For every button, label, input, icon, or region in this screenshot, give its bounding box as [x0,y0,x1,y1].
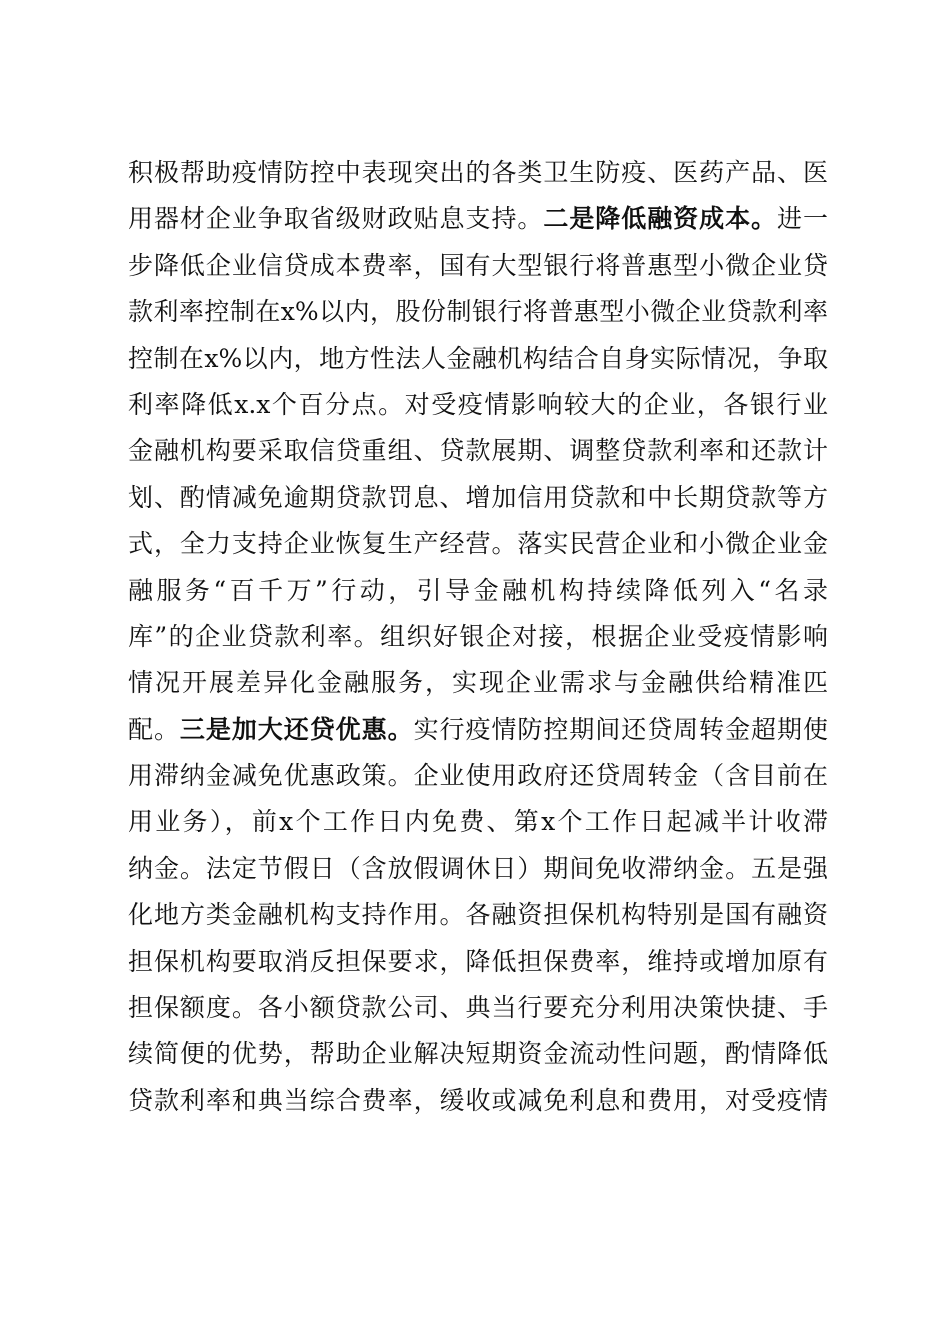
text-line [128,382,828,428]
text-segment: 用器材企业争取省级财政贴息支持。 [128,204,544,234]
text-segment: 进一 [777,204,828,234]
text-segment: 式，全力支持企业恢复生产经营。落实民营企业和小微企业金 [128,529,828,559]
text-segment: 情况开展差异化金融服务，实现企业需求与金融供给精准匹 [128,668,828,698]
text-segment: 担保额度。各小额贷款公司、典当行要充分利用决策快捷、手 [128,993,828,1023]
text-segment: 用业务），前x个工作日内免费、第x个工作日起减半计收滞 [128,807,828,837]
text-line [128,799,828,845]
text-segment: 积极帮助疫情防控中表现突出的各类卫生防疫、医药产品、医 [128,158,828,187]
text-line [128,985,828,1031]
text-line [128,660,828,706]
text-line [128,707,828,753]
text-segment: 划、酌情减免逾期贷款罚息、增加信用贷款和中长期贷款等方 [128,482,828,512]
text-line [128,846,828,892]
text-segment: 用滞纳金减免优惠政策。企业使用政府还贷周转金（含目前在 [128,761,828,791]
text-line [128,1078,828,1124]
body-paragraph [128,150,828,1124]
text-segment: 步降低企业信贷成本费率，国有大型银行将普惠型小微企业贷 [128,250,828,280]
text-segment: 控制在x%以内，地方性法人金融机构结合自身实际情况，争取 [128,343,828,373]
text-line [128,243,828,289]
text-line [128,753,828,799]
text-line [128,196,828,242]
text-line [128,336,828,382]
text-line [128,475,828,521]
text-segment: 款利率控制在x%以内，股份制银行将普惠型小微企业贷款利率 [128,297,828,327]
text-segment: 化地方类金融机构支持作用。各融资担保机构特别是国有融资 [128,900,828,930]
text-line [128,521,828,567]
text-line [128,289,828,335]
text-segment: 金融机构要采取信贷重组、贷款展期、调整贷款利率和还款计 [128,436,828,466]
text-segment: 配。 [128,714,180,744]
text-segment: 利率降低x.x个百分点。对受疫情影响较大的企业，各银行业 [128,389,828,419]
text-segment: 续简便的优势，帮助企业解决短期资金流动性问题，酌情降低 [128,1039,828,1069]
text-line [128,428,828,474]
text-line [128,150,828,196]
text-line [128,568,828,614]
text-segment: 实行疫情防控期间还贷周转金超期使 [413,714,828,744]
bold-heading-text: 三是加大还贷优惠。 [179,714,414,744]
text-segment: 库”的企业贷款利率。组织好银企对接，根据企业受疫情影响 [128,621,828,651]
bold-heading-text: 二是降低融资成本。 [543,204,777,234]
text-segment: 融服务“百千万”行动，引导金融机构持续降低列入“名录 [128,575,828,605]
text-segment: 担保机构要取消反担保要求，降低担保费率，维持或增加原有 [128,946,828,976]
text-segment: 贷款利率和典当综合费率，缓收或减免利息和费用，对受疫情 [128,1085,828,1115]
text-line [128,892,828,938]
text-line [128,1031,828,1077]
text-segment: 纳金。法定节假日（含放假调休日）期间免收滞纳金。五是强 [128,853,828,883]
text-line [128,614,828,660]
text-line [128,939,828,985]
